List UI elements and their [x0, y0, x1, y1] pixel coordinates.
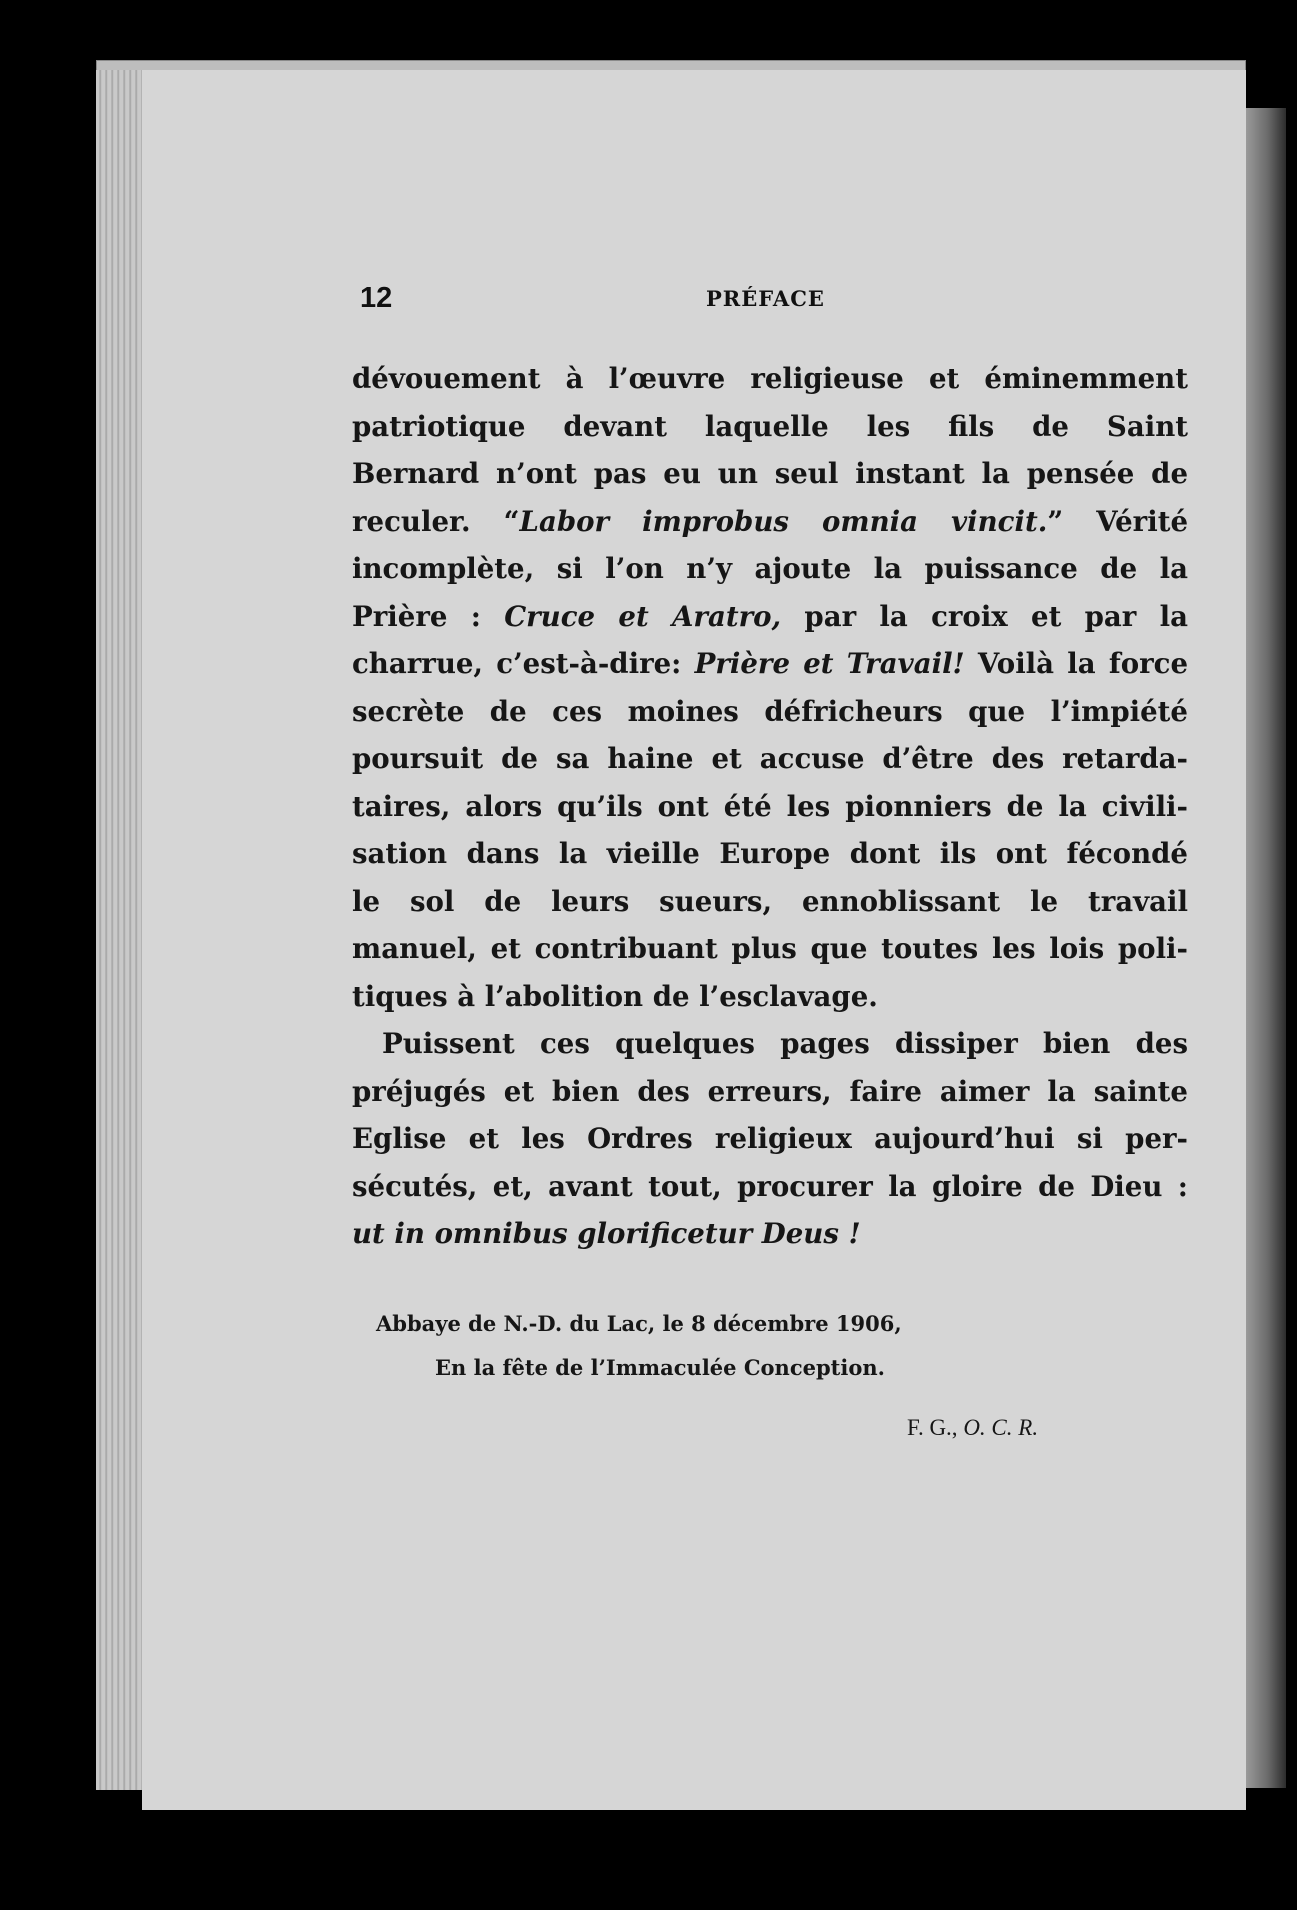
text-segment: Prière : — [352, 599, 505, 633]
preface-body — [352, 355, 1188, 1258]
text-line: le sol de leurs sueurs, ennoblissant le travail — [352, 884, 1188, 918]
text-segment: ” Vérité — [1047, 504, 1189, 538]
place-date: Abbaye de N.-D. du Lac, le 8 décembre 1906, — [376, 1311, 902, 1336]
signature-order: O. C. R. — [963, 1415, 1039, 1440]
text-line — [352, 640, 1188, 688]
text-line: dévouement à l’œuvre religieuse et éminemment — [352, 362, 1188, 395]
page-right-edge — [1246, 108, 1286, 1788]
signature-initials: F. G., — [907, 1415, 964, 1440]
text-segment: Voilà la force — [964, 647, 1189, 680]
text-segment: reculer. “ — [352, 504, 520, 538]
page-header — [360, 280, 920, 320]
text-line — [352, 498, 1188, 546]
text-line — [352, 593, 1188, 641]
motto-italic: Prière et Travail! — [694, 647, 965, 680]
text-line: Bernard n’ont pas eu un seul instant la pensée de — [352, 457, 1188, 490]
page-number: 12 — [360, 282, 393, 314]
text-line: secrète de ces moines défricheurs que l’impiété — [352, 694, 1188, 728]
text-line: Eglise et les Ordres religieux aujourd’hui si per- — [352, 1122, 1188, 1155]
running-head: PRÉFACE — [706, 286, 825, 311]
text-line: patriotique devant laquelle les fils de Saint — [352, 409, 1188, 443]
text-line: manuel, et contribuant plus que toutes les lois poli- — [352, 932, 1188, 965]
text-line: poursuit de sa haine et accuse d’être des retarda- — [352, 742, 1188, 775]
signature-block — [372, 1302, 1192, 1450]
closing-latin: ut in omnibus glorificetur Deus ! — [352, 1217, 861, 1250]
latin-quote: Labor improbus omnia vincit. — [519, 504, 1048, 538]
page-left-edge — [96, 70, 142, 1790]
text-line: incomplète, si l’on n’y ajoute la puissance de la — [352, 552, 1188, 585]
feast-line: En la fête de l’Immaculée Conception. — [435, 1355, 885, 1380]
text-segment: par la croix et par la — [781, 599, 1188, 633]
text-line: taires, alors qu’ils ont été les pionniers de la civili- — [352, 789, 1188, 823]
text-line: Puissent ces quelques pages dissiper bien des — [382, 1027, 1188, 1060]
text-line: sécutés, et, avant tout, procurer la gloire de Dieu : — [352, 1169, 1188, 1203]
text-line: tiques à l’abolition de l’esclavage. — [352, 979, 878, 1013]
text-line: sation dans la vieille Europe dont ils ont fécondé — [352, 837, 1188, 870]
text-segment: charrue, c’est-à-dire: — [352, 647, 695, 680]
latin-motto: Cruce et Aratro, — [504, 599, 782, 633]
signature — [372, 1406, 1192, 1450]
text-line: préjugés et bien des erreurs, faire aimer la sainte — [352, 1074, 1188, 1108]
